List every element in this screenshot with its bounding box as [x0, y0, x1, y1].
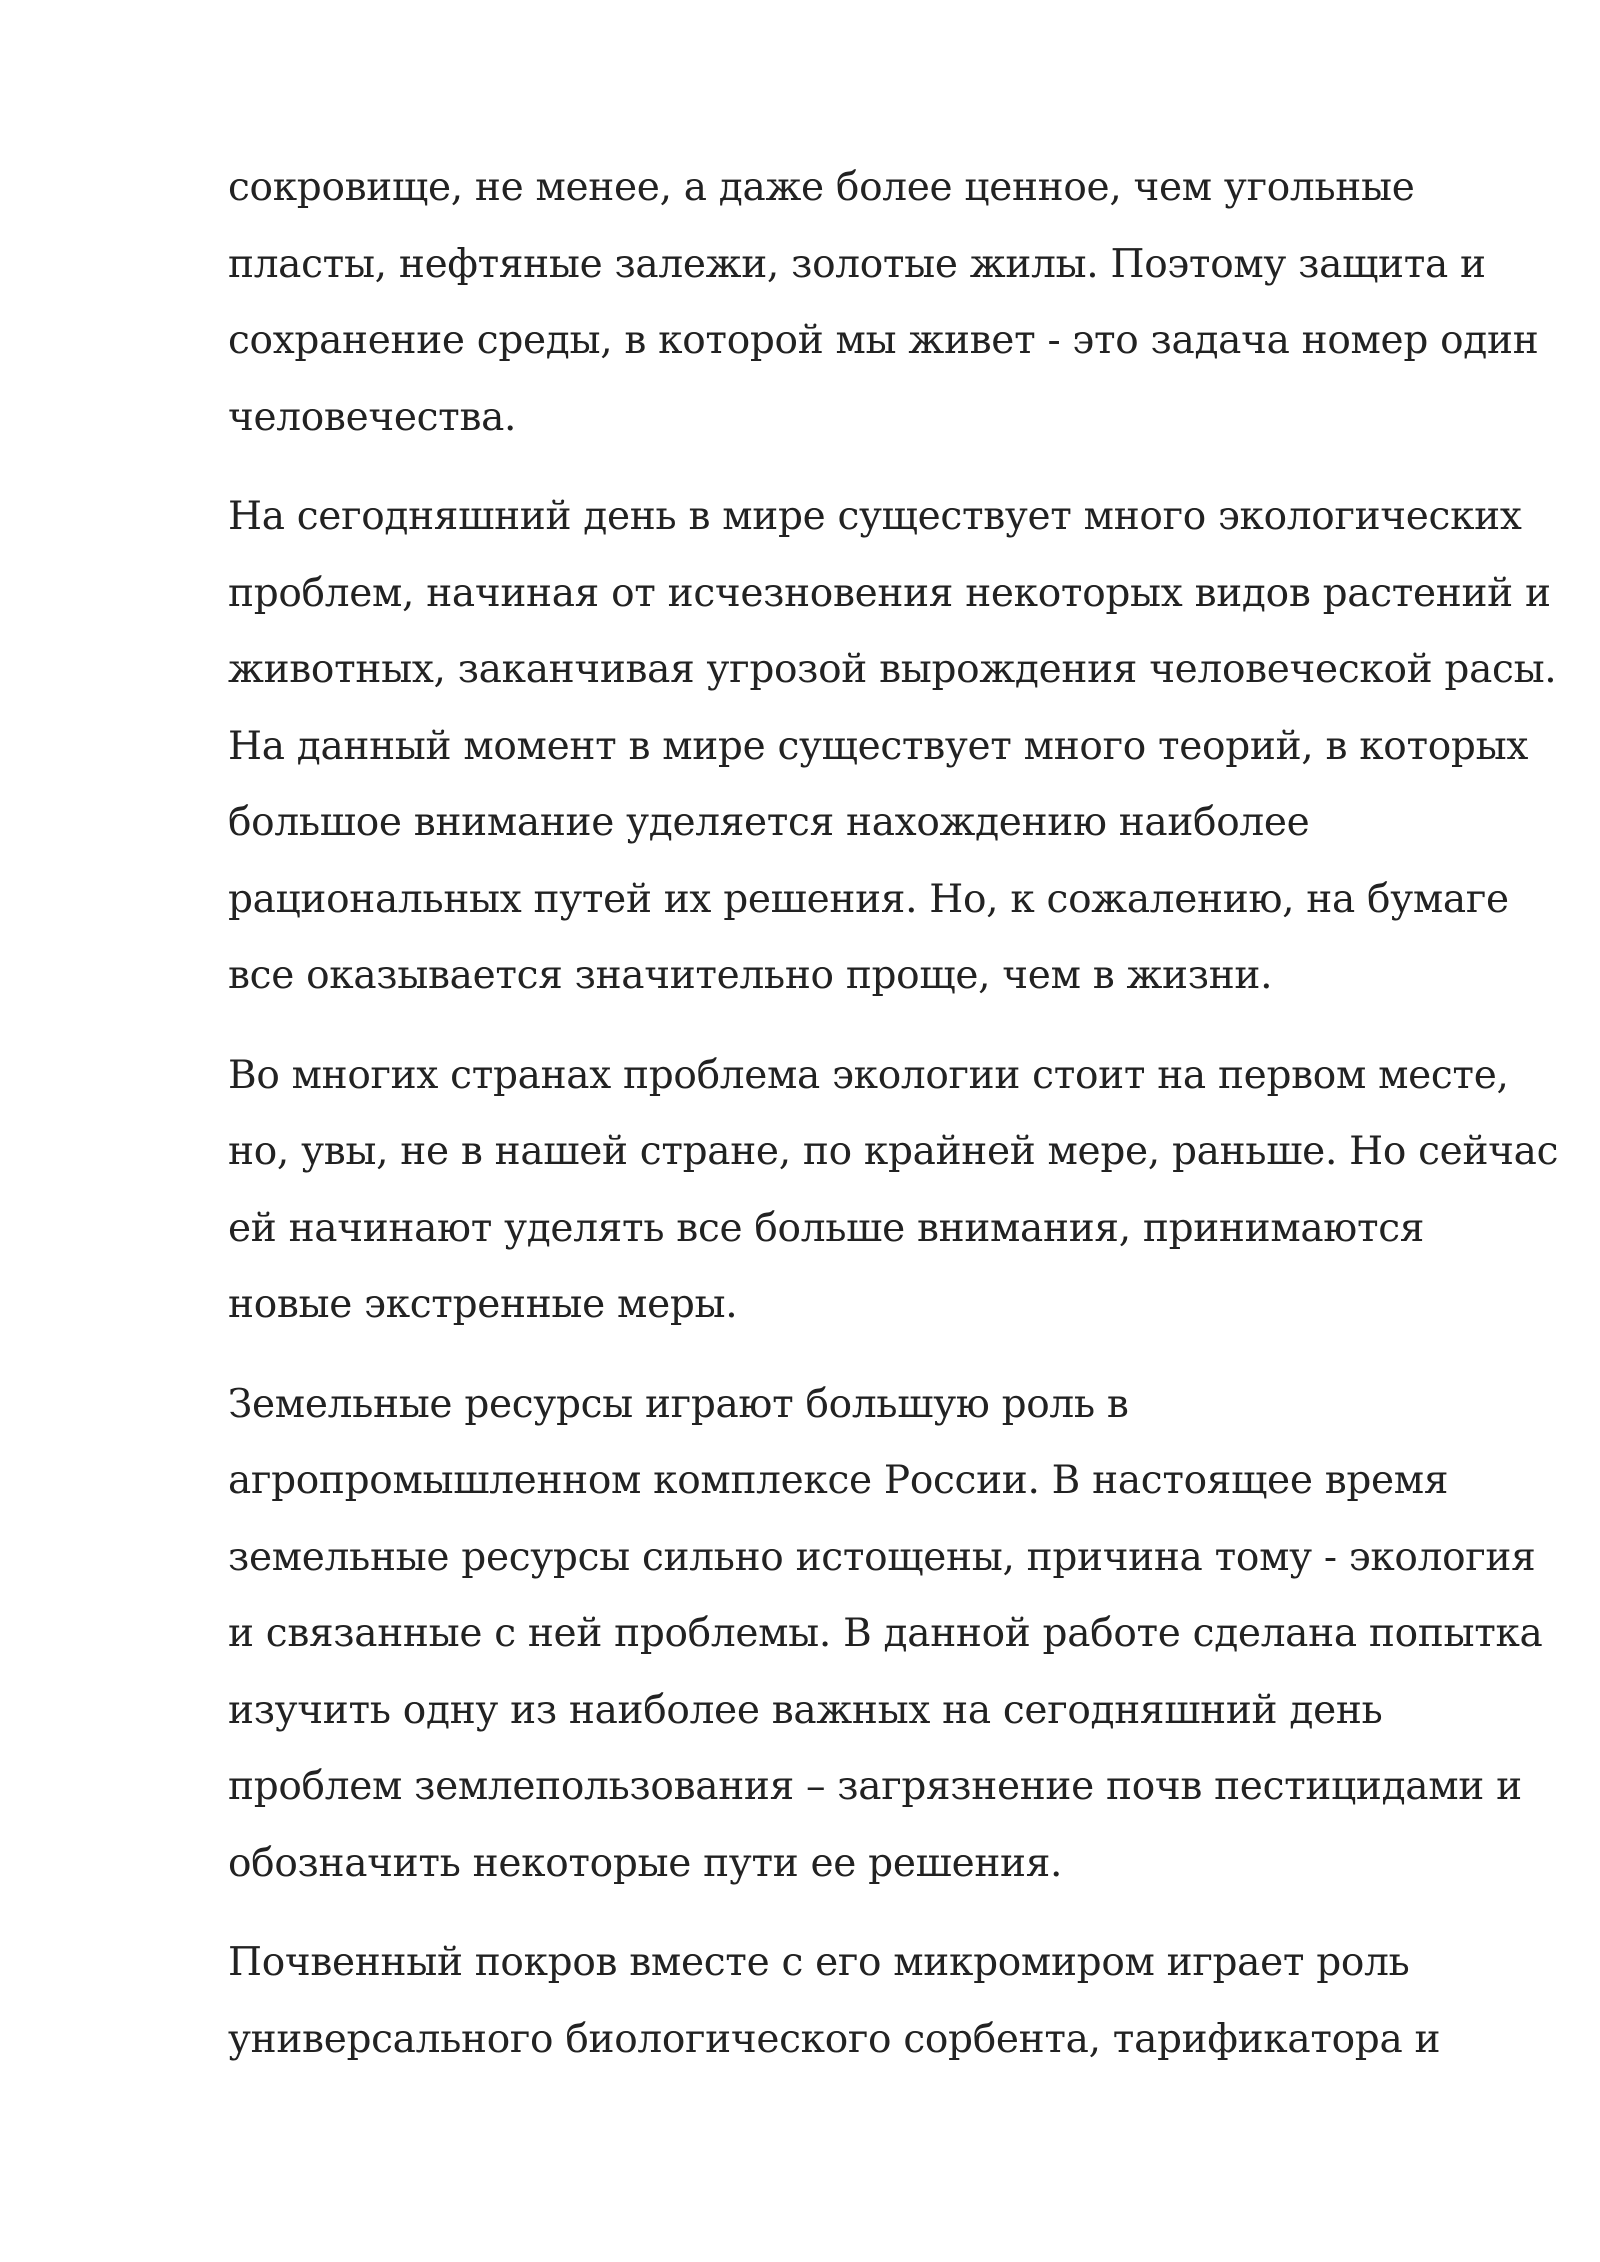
- text-line: новые экстренные меры.: [228, 1282, 738, 1327]
- text-line: На сегодняшний день в мире существует много экологических: [228, 494, 1522, 539]
- text-line: агропромышленном комплексе России. В настоящее время: [228, 1458, 1449, 1503]
- paragraph-treasure: [228, 150, 1539, 456]
- document-body: [228, 150, 1559, 2101]
- paragraph-soil-cover: [228, 1925, 1528, 2078]
- text-line: ей начинают уделять все больше внимания, принимаются: [228, 1205, 1425, 1251]
- text-line: сокровище, не менее, а даже более ценное, чем угольные: [228, 165, 1415, 210]
- text-line: сохранение среды, в которой мы живет - это задача номер один: [228, 318, 1539, 363]
- text-line: животных, заканчивая угрозой вырождения человеческой расы.: [228, 647, 1557, 692]
- text-line: изучить одну из наиболее важных на сегодняшний день: [228, 1687, 1383, 1733]
- text-line: Во многих странах проблема экологии стоит на первом месте,: [228, 1052, 1509, 1098]
- paragraph-ecological-problems: [228, 479, 1557, 1015]
- text-line: земельные ресурсы сильно истощены, причина тому - экология: [228, 1534, 1536, 1580]
- text-line: обозначить некоторые пути ее решения.: [228, 1840, 1063, 1886]
- text-line: большое внимание уделяется нахождению наиболее: [228, 800, 1310, 845]
- text-line: универсального биологического сорбента, тарификатора и: [228, 2016, 1441, 2062]
- text-line: все оказывается значительно проще, чем в жизни.: [228, 953, 1273, 998]
- text-line: проблем землепользования – загрязнение почв пестицидами и: [228, 1764, 1522, 1809]
- paragraph-countries: [228, 1038, 1559, 1344]
- text-line: Почвенный покров вместе с его микромиром играет роль: [228, 1940, 1410, 1985]
- text-line: На данный момент в мире существует много теорий, в которых: [228, 723, 1529, 769]
- text-line: Земельные ресурсы играют большую роль в: [228, 1381, 1129, 1427]
- text-line: но, увы, не в нашей стране, по крайней мере, раньше. Но сейчас: [228, 1129, 1559, 1174]
- text-line: пласты, нефтяные залежи, золотые жилы. Поэтому защита и: [228, 241, 1486, 287]
- text-line: рациональных путей их решения. Но, к сожалению, на бумаге: [228, 876, 1509, 922]
- text-line: человечества.: [228, 394, 517, 440]
- paragraph-land-resources: [228, 1367, 1543, 1903]
- text-line: и связанные с ней проблемы. В данной работе сделана попытка: [228, 1611, 1543, 1656]
- text-line: проблем, начиная от исчезновения некоторых видов растений и: [228, 570, 1551, 616]
